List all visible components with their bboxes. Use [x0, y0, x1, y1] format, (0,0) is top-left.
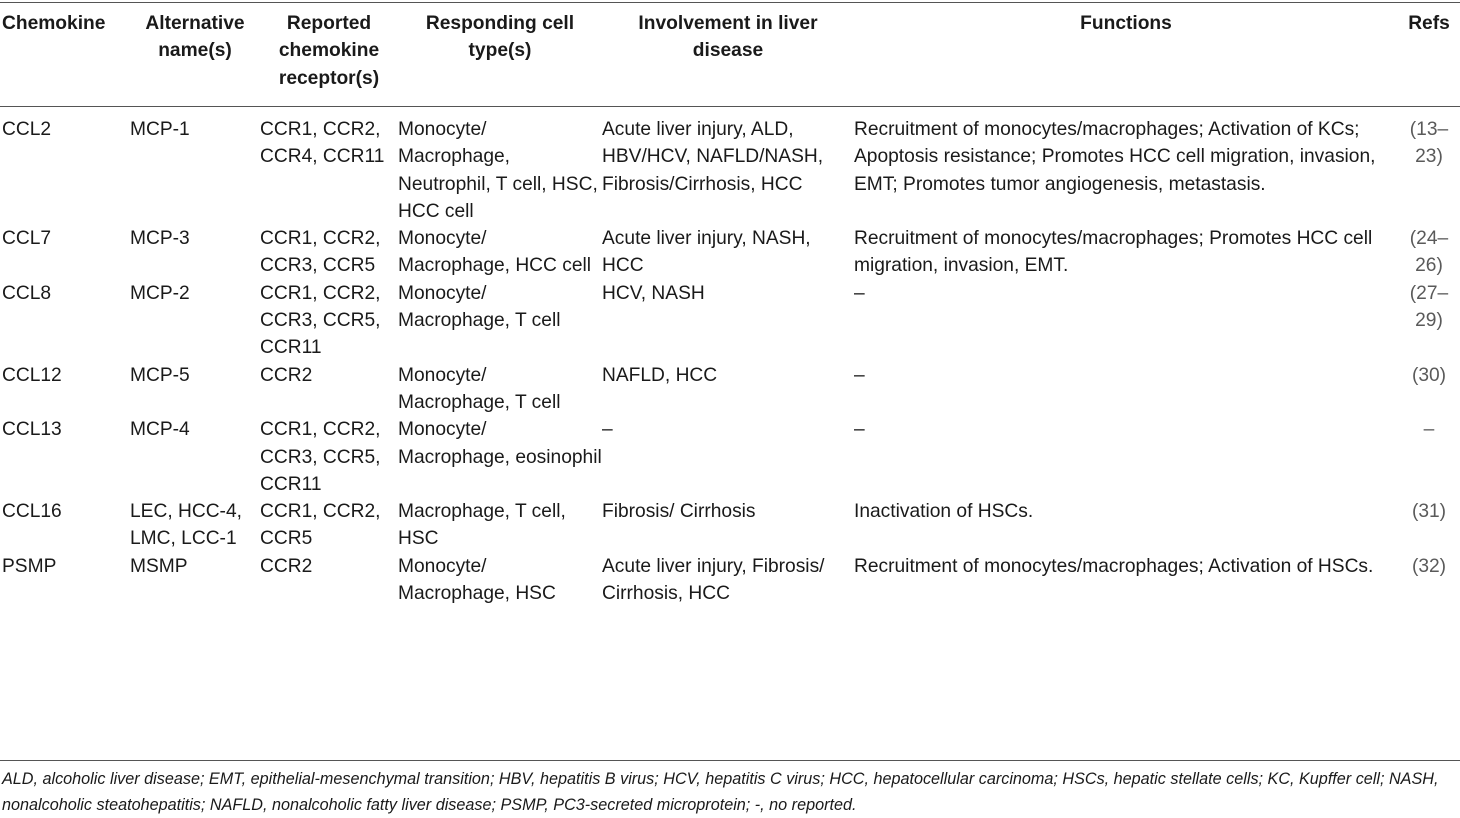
header-chemokine: Chemokine [2, 13, 106, 34]
cell-cell-types: Monocyte/ Macrophage, T cell [398, 282, 561, 332]
cell-receptors: CCR1, CCR2, CCR3, CCR5, CCR11 [260, 282, 381, 359]
cell-chemokine: CCL8 [2, 282, 52, 304]
cell-alt-names: MSMP [130, 555, 188, 577]
cell-chemokine: CCL16 [2, 501, 62, 523]
cell-alt-names: MCP-2 [130, 282, 190, 304]
cell-cell-types: Monocyte/ Macrophage, eosinophil [398, 419, 602, 468]
cell-refs: – [1423, 419, 1435, 441]
cell-chemokine: CCL12 [2, 364, 62, 386]
table-row [0, 416, 1460, 498]
cell-alt-names: MCP-4 [130, 419, 190, 441]
cell-chemokine: PSMP [2, 555, 57, 577]
table-row [0, 106, 1460, 225]
cell-alt-names: LEC, HCC-4, LMC, LCC-1 [130, 501, 242, 550]
cell-functions: Recruitment of monocytes/macrophages; Promotes HCC cell migration, invasion, EMT. [854, 228, 1373, 277]
table-footnote: ALD, alcoholic liver disease; EMT, epithelial-mesenchymal transition; HBV, hepatitis B virus; HCV, hepatitis C virus; HCC, hepatocellular carcinoma; HSCs, hepatic stellate cells; KC, Kupffer cell; NASH, nonalcoholic steatohepatitis; NAFLD, nonalcoholic fatty liver disease; PSMP, PC3-secreted microprotein; -, no reported. [2, 770, 1439, 814]
table-row [0, 280, 1460, 362]
cell-functions: – [854, 282, 865, 304]
cell-receptors: CCR2 [260, 364, 313, 386]
header-liver-disease: Involvement in liver disease [638, 13, 818, 62]
cell-functions: – [854, 364, 865, 386]
data-table [0, 10, 1460, 607]
table-bottom-rule [0, 760, 1460, 761]
header-cell-types: Responding cell type(s) [425, 13, 575, 62]
cell-cell-types: Monocyte/ Macrophage, HCC cell [398, 228, 592, 277]
cell-functions: Inactivation of HSCs. [854, 501, 1034, 523]
table-row [0, 362, 1460, 417]
cell-receptors: CCR1, CCR2, CCR4, CCR11 [260, 119, 385, 168]
cell-refs-link[interactable]: (24–26) [1409, 228, 1449, 277]
cell-refs-link[interactable]: (27–29) [1409, 282, 1449, 332]
cell-cell-types: Monocyte/ Macrophage, HSC [398, 555, 556, 605]
header-refs: Refs [1408, 13, 1450, 34]
cell-refs-link[interactable]: (13–23) [1409, 119, 1449, 168]
cell-functions: – [854, 419, 865, 441]
cell-cell-types: Monocyte/ Macrophage, Neutrophil, T cell, HSC, HCC cell [398, 119, 598, 222]
cell-receptors: CCR1, CCR2, CCR3, CCR5 [260, 228, 381, 277]
table-row [0, 498, 1460, 553]
cell-chemokine: CCL2 [2, 119, 52, 140]
table-row [0, 225, 1460, 280]
cell-liver-disease: Acute liver injury, Fibrosis/ Cirrhosis, HCC [602, 555, 825, 605]
cell-receptors: CCR1, CCR2, CCR5 [260, 501, 381, 550]
cell-functions: Recruitment of monocytes/macrophages; Activation of HSCs. [854, 555, 1374, 577]
cell-liver-disease: Acute liver injury, NASH, HCC [602, 228, 811, 277]
table-row [0, 553, 1460, 608]
header-alternative-names: Alternative name(s) [145, 13, 245, 62]
cell-refs-link[interactable]: (30) [1411, 364, 1447, 386]
cell-alt-names: MCP-5 [130, 364, 190, 386]
cell-liver-disease: Acute liver injury, ALD, HBV/HCV, NAFLD/NASH, Fibrosis/Cirrhosis, HCC [602, 119, 824, 195]
header-receptors: Reported chemokine receptor(s) [278, 13, 380, 89]
cell-cell-types: Monocyte/ Macrophage, T cell [398, 364, 561, 413]
cell-refs-link[interactable]: (31) [1411, 501, 1447, 523]
cell-cell-types: Macrophage, T cell, HSC [398, 501, 566, 550]
cell-liver-disease: Fibrosis/ Cirrhosis [602, 501, 756, 523]
cell-chemokine: CCL7 [2, 228, 52, 250]
cell-receptors: CCR1, CCR2, CCR3, CCR5, CCR11 [260, 419, 381, 495]
header-row [0, 10, 1460, 106]
cell-alt-names: MCP-1 [130, 119, 190, 140]
cell-liver-disease: HCV, NASH [602, 282, 705, 304]
cell-liver-disease: – [602, 419, 613, 441]
cell-functions: Recruitment of monocytes/macrophages; Activation of KCs; Apoptosis resistance; Promotes HCC cell migration, invasion, EMT; Promotes tumor angiogenesis, metastasis. [854, 119, 1376, 195]
cell-chemokine: CCL13 [2, 419, 62, 441]
cell-alt-names: MCP-3 [130, 228, 190, 250]
cell-refs-link[interactable]: (32) [1411, 555, 1447, 577]
table-top-rule [0, 2, 1460, 3]
cell-liver-disease: NAFLD, HCC [602, 364, 718, 386]
cell-receptors: CCR2 [260, 555, 313, 577]
header-functions: Functions [1080, 13, 1172, 34]
